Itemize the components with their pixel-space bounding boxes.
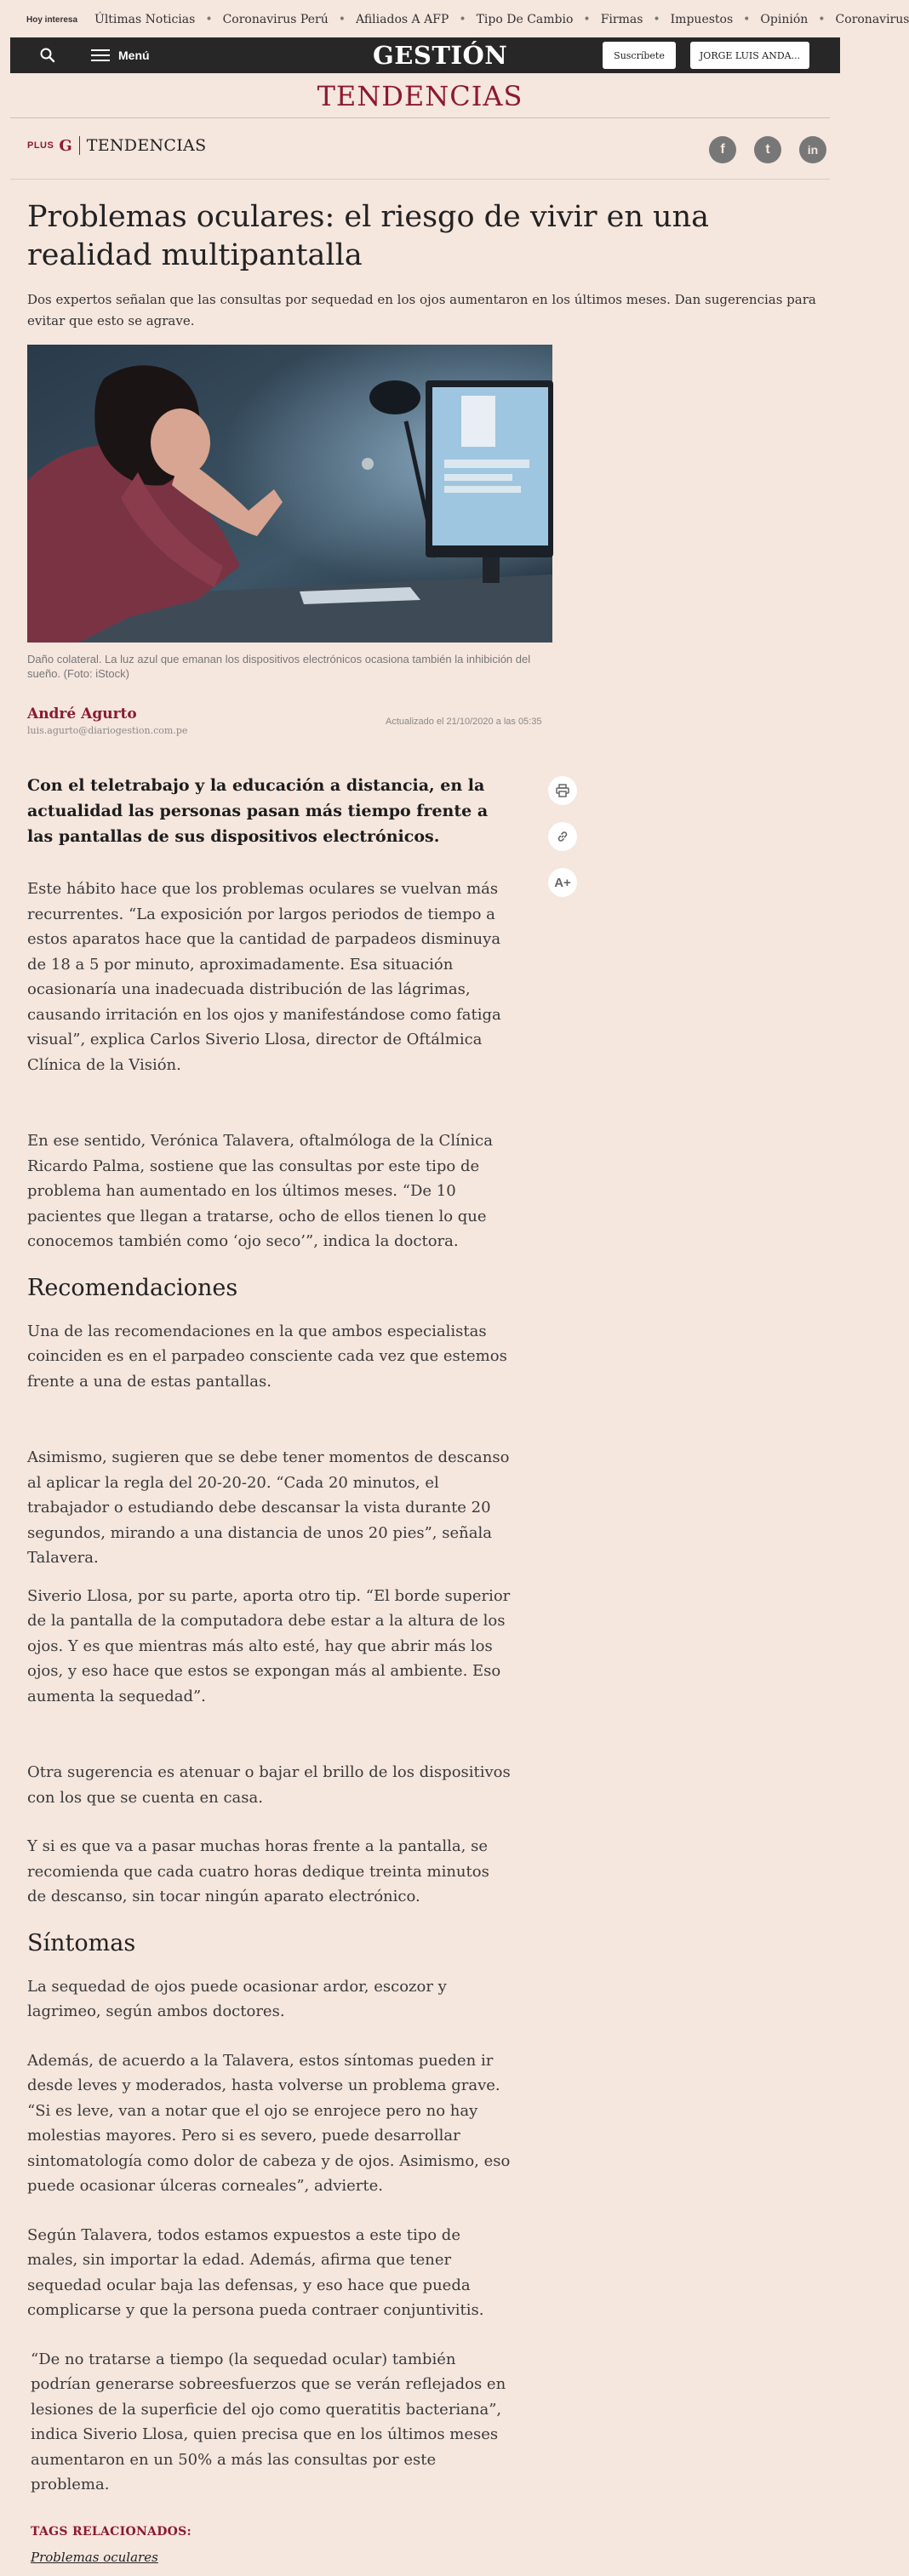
plus-section-badge[interactable] (27, 136, 206, 155)
tag-link-problemas-oculares[interactable]: Problemas oculares (31, 2549, 158, 2565)
divider (10, 117, 830, 118)
menu-button[interactable] (91, 46, 150, 65)
photo-caption: Daño colateral. La luz azul que emanan los dispositivos electrónicos ocasiona también la inhibición del sueño. (Foto: iStock) (27, 653, 531, 680)
twitter-share-icon[interactable]: t (754, 136, 781, 163)
trending-link-firmas[interactable]: Firmas (600, 13, 643, 26)
article-quote: “De no tratarse a tiempo (la sequedad ocular) también podrían generarse sobreesfuerzos que se verán reflejados en lesiones de la superficie del ojo como queratitis bacteriana”, indica Siverio Llosa, quien precisa que en los últimos meses aumentaron en un 50% a más las consultas por este problema. (31, 2350, 506, 2493)
article-paragraph: Asimismo, sugieren que se debe tener momentos de descanso al aplicar la regla del 20-20-20. “Cada 20 minutos, el trabajador o estudiando debe descansar la vista durante 20 segundos, mirando a una distancia de unos 20 pies”, señala Talavera. (27, 1448, 510, 1567)
site-logo[interactable]: GESTIÓN (373, 41, 508, 70)
trending-link-ultimas-noticias[interactable]: Últimas Noticias (94, 13, 196, 26)
subscribe-button[interactable]: Suscríbete (603, 42, 676, 69)
article-paragraph: Siverio Llosa, por su parte, aporta otro tip. “El borde superior de la pantalla de la computadora debe estar a la altura de los ojos. Y es que mientras más alto esté, hay que abrir más los ojos, y eso hace que estos se expongan más al ambiente. Eso aumenta la sequedad”. (27, 1586, 511, 1705)
search-icon[interactable] (39, 47, 56, 64)
trending-link-opinion[interactable]: Opinión (760, 13, 809, 26)
article-paragraph: Otra sugerencia es atenuar o bajar el brillo de los dispositivos con los que se cuenta en casa. (27, 1763, 511, 1807)
plus-section-label: TENDENCIAS (86, 136, 207, 155)
user-account-button[interactable]: JORGE LUIS ANDA... (690, 42, 809, 69)
trending-bar: Hoy interesa Últimas Noticias • Coronavirus Perú • Afiliados A AFP • Tipo De Cambio • Firmas • Impuestos • Opinión • Coronavirus (26, 13, 909, 26)
main-navbar (10, 37, 840, 73)
print-button[interactable] (548, 776, 577, 805)
article-headline: Problemas oculares: el riesgo de vivir en una realidad multipantalla (27, 200, 710, 272)
article-paragraph: Y si es que va a pasar muchas horas frente a la pantalla, se recomienda que cada cuatro horas dedique treinta minutos de descanso, sin tocar ningún aparato electrónico. (27, 1837, 489, 1905)
menu-label: Menú (118, 49, 150, 62)
related-tags-label: TAGS RELACIONADOS: (31, 2524, 192, 2539)
author-email[interactable]: luis.agurto@diariogestion.com.pe (27, 725, 188, 736)
article-lead: Con el teletrabajo y la educación a distancia, en la actualidad las personas pasan más tiempo frente a las pantallas de sus dispositivos electrónicos. (27, 776, 489, 846)
article-paragraph: Una de las recomendaciones en la que ambos especialistas coinciden es en el parpadeo consciente cada vez que estemos frente a una de estas pantallas. (27, 1322, 507, 1391)
print-icon (556, 784, 569, 797)
updated-timestamp: Actualizado el 21/10/2020 a las 05:35 (386, 717, 542, 727)
trending-link-afiliados-afp[interactable]: Afiliados A AFP (355, 13, 449, 26)
divider (10, 179, 830, 180)
trending-link-coronavirus[interactable]: Coronavirus (835, 13, 909, 26)
font-size-icon: A+ (554, 875, 571, 890)
plus-g-logo: G (59, 136, 72, 155)
section-heading-sintomas: Síntomas (27, 1929, 136, 1956)
trending-link-coronavirus-peru[interactable]: Coronavirus Perú (222, 13, 329, 26)
plus-prefix: PLUS (27, 140, 54, 151)
section-title[interactable]: TENDENCIAS (317, 80, 523, 112)
article-photo (27, 345, 552, 643)
trending-link-tipo-de-cambio[interactable]: Tipo De Cambio (476, 13, 574, 26)
link-icon (556, 830, 569, 843)
article-body (27, 773, 511, 2565)
menu-icon (91, 49, 110, 62)
trending-label: Hoy interesa (26, 14, 78, 25)
facebook-share-icon[interactable]: f (709, 136, 736, 163)
copy-link-button[interactable] (548, 822, 577, 851)
article-paragraph: Según Talavera, todos estamos expuestos a este tipo de males, sin importar la edad. Además, afirma que tener sequedad ocular baja las defensas, y eso hace que pueda complicarse y que la persona pueda contraer conjuntivitis. (27, 2225, 484, 2319)
section-heading-recomendaciones: Recomendaciones (27, 1274, 238, 1301)
trending-link-impuestos[interactable]: Impuestos (670, 13, 734, 26)
article-paragraph: En ese sentido, Verónica Talavera, oftalmóloga de la Clínica Ricardo Palma, sostiene que las consultas por este tipo de problema han aumentado en los últimos meses. “De 10 pacientes que llegan a tratarse, ocho de ellos tienen lo que conocemos también como ‘ojo seco’”, indica la doctora. (27, 1132, 493, 1250)
article-paragraph: La sequedad de ojos puede ocasionar ardor, escozor y lagrimeo, según ambos doctores. (27, 1977, 447, 2020)
linkedin-share-icon[interactable]: in (799, 136, 826, 163)
font-size-button[interactable] (548, 868, 577, 897)
article-subheadline: Dos expertos señalan que las consultas por sequedad en los ojos aumentaron en los últimos meses. Dan sugerencias para evitar que esto se agrave. (27, 292, 816, 328)
article-paragraph: Este hábito hace que los problemas oculares se vuelvan más recurrentes. “La exposición por largos periodos de tiempo a estos aparatos hace que la cantidad de parpadeos disminuya de 18 a 5 por minuto, aproximadamente. Esa situación ocasionaría una inadecuada distribución de las lágrimas, causando irritación en los ojos y manifestándose como fatiga visual”, explica Carlos Siverio Llosa, director de Oftálmica Clínica de la Visión. (27, 880, 501, 1074)
author-name[interactable]: André Agurto (27, 705, 137, 723)
article-paragraph: Además, de acuerdo a la Talavera, estos síntomas pueden ir desde leves y moderados, hasta volverse un problema grave. “Si es leve, van a notar que el ojo se enrojece pero no hay molestias mayores. Pero si es severo, puede desarrollar sintomatología como dolor de cabeza y de ojos. Asimismo, eso puede ocasionar úlceras corneales”, advierte. (27, 2051, 511, 2195)
